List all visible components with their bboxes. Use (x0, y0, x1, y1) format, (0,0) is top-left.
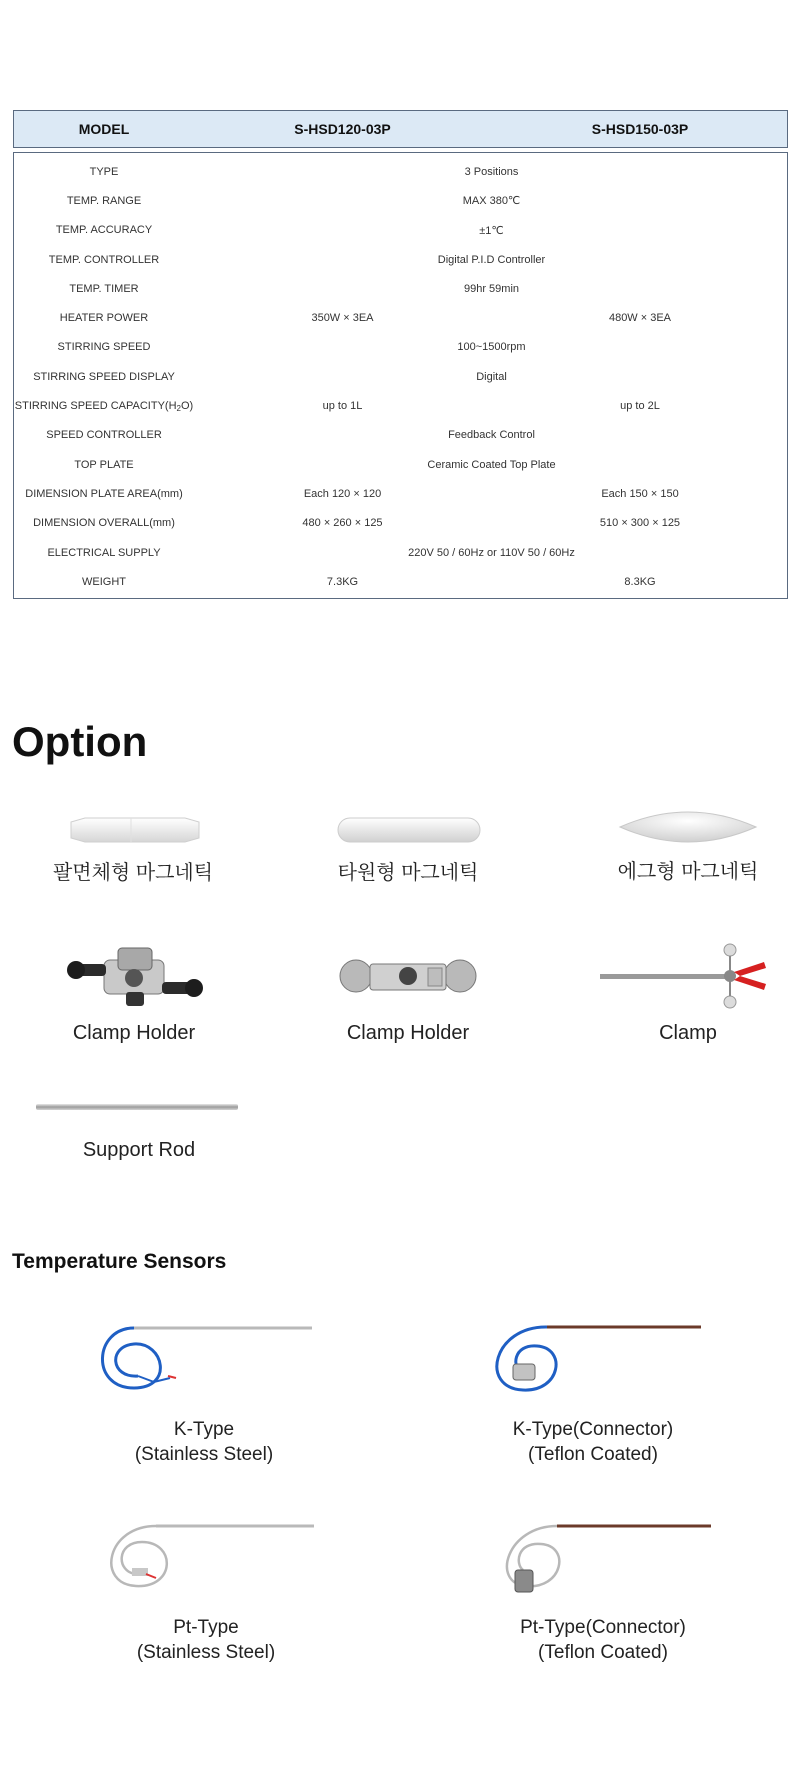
option-item-label: 타원형 마그네틱 (337, 862, 479, 884)
sensor-line1: K-Type (173, 1419, 235, 1440)
spec-value: ±1℃ (479, 224, 504, 237)
spec-value-b: 480W × 3EA (608, 312, 672, 325)
sensor-line2: (Stainless Steel) (136, 1642, 276, 1663)
sensor-line2: (Stainless Steel) (134, 1444, 274, 1465)
spec-row-heater-power (14, 303, 787, 332)
spec-label: ELECTRICAL SUPPLY (47, 546, 161, 559)
spec-label: DIMENSION PLATE AREA(mm) (25, 487, 183, 500)
octagonal-stir-bar-icon (33, 810, 233, 850)
spec-value: Digital (476, 370, 507, 383)
spec-value-b: 8.3KG (624, 575, 656, 588)
spec-row-temp-accuracy (14, 216, 787, 245)
egg-stir-bar-icon (588, 803, 788, 851)
spec-row-temp-timer (14, 274, 787, 303)
spec-value: 220V 50 / 60Hz or 110V 50 / 60Hz (408, 546, 575, 559)
spec-value-b: up to 2L (620, 400, 660, 413)
option-title: Option (12, 718, 148, 765)
spec-label: TEMP. ACCURACY (55, 224, 153, 237)
sensor-line1: K-Type(Connector) (512, 1419, 674, 1440)
spec-value-a: Each 120 × 120 (303, 487, 382, 500)
spec-row-dimension-overall (14, 509, 787, 538)
spec-table-body (13, 152, 788, 599)
clamp-holder-icon (34, 942, 234, 1012)
spec-label: TOP PLATE (74, 458, 134, 471)
clamp-holder-icon (308, 942, 508, 1012)
spec-row-stirring-display (14, 362, 787, 391)
spec-value: MAX 380℃ (462, 195, 521, 208)
spec-value-a: 7.3KG (326, 575, 359, 588)
spec-value-a: 350W × 3EA (311, 312, 374, 325)
option-item-clamp-holder (34, 942, 234, 1046)
spec-label: HEATER POWER (59, 312, 149, 325)
k-type-sensor-icon (94, 1318, 314, 1398)
option-item-label: Clamp (659, 1022, 717, 1044)
spec-label (14, 400, 194, 413)
spec-label: SPEED CONTROLLER (46, 429, 162, 442)
model-a-header: S-HSD120-03P (294, 121, 391, 137)
spec-row-top-plate (14, 450, 787, 479)
spec-value: Ceramic Coated Top Plate (427, 458, 556, 471)
option-item-label: Support Rod (82, 1139, 196, 1161)
option-item-egg-stir-bar (588, 803, 788, 885)
sensor-item-pt-type-connector (493, 1516, 713, 1665)
option-item-label: Clamp Holder (72, 1022, 196, 1044)
spec-label-subscript: 2 (176, 403, 181, 413)
k-type-connector-sensor-icon (483, 1318, 703, 1398)
spec-row-temp-range (14, 186, 787, 215)
option-item-clamp-holder (308, 942, 508, 1046)
option-item-oval-stir-bar (308, 810, 508, 886)
support-rod-icon (34, 1101, 244, 1113)
spec-label: STIRRING SPEED (57, 341, 151, 354)
option-item-octagonal-stir-bar (33, 810, 233, 886)
spec-row-type (14, 157, 787, 186)
oval-stir-bar-icon (308, 810, 508, 850)
sensor-item-pt-type (96, 1516, 316, 1665)
spec-label: WEIGHT (82, 575, 126, 588)
spec-value: 100~1500rpm (457, 341, 526, 354)
model-header-label: MODEL (78, 121, 130, 137)
spec-value-a: 480 × 260 × 125 (302, 517, 383, 530)
spec-row-weight (14, 567, 787, 596)
pt-type-sensor-icon (96, 1516, 316, 1596)
spec-row-temp-controller (14, 245, 787, 274)
spec-table-header (13, 110, 788, 148)
option-item-label: 에그형 마그네틱 (617, 861, 759, 883)
spec-row-speed-controller (14, 421, 787, 450)
option-item-support-rod (34, 1100, 244, 1163)
spec-label: DIMENSION OVERALL(mm) (33, 517, 175, 530)
spec-label-post: O) (180, 399, 194, 412)
spec-label: TEMP. CONTROLLER (48, 253, 160, 266)
spec-label: TYPE (89, 165, 119, 178)
option-item-label: Clamp Holder (346, 1022, 470, 1044)
spec-value: Feedback Control (448, 429, 535, 442)
model-b-header: S-HSD150-03P (591, 121, 689, 137)
spec-value-b: Each 150 × 150 (601, 487, 679, 500)
option-item-label: 팔면체형 마그네틱 (52, 862, 214, 884)
option-item-clamp (588, 942, 788, 1046)
spec-label: STIRRING SPEED DISPLAY (33, 370, 175, 383)
spec-label: TEMP. TIMER (69, 282, 139, 295)
sensor-line2: (Teflon Coated) (528, 1444, 658, 1465)
pt-type-connector-sensor-icon (493, 1516, 713, 1596)
sensor-item-k-type (94, 1318, 314, 1467)
spec-value: 3 Positions (464, 165, 519, 178)
spec-value-b: 510 × 300 × 125 (599, 517, 681, 530)
spec-label-pre: STIRRING SPEED CAPACITY(H (14, 399, 177, 412)
spec-row-electrical-supply (14, 538, 787, 567)
clamp-icon (588, 942, 788, 1012)
spec-value-a: up to 1L (322, 400, 363, 413)
spec-table (13, 110, 788, 599)
spec-row-stirring-capacity (14, 391, 787, 420)
spec-row-plate-area (14, 479, 787, 508)
spec-value: Digital P.I.D Controller (437, 253, 546, 266)
sensor-line1: Pt-Type(Connector) (520, 1617, 686, 1638)
sensor-line1: Pt-Type (173, 1617, 239, 1638)
sensor-item-k-type-connector (483, 1318, 703, 1467)
spec-value: 99hr 59min (463, 282, 520, 295)
sensors-title: Temperature Sensors (12, 1250, 227, 1273)
spec-row-stirring-speed (14, 333, 787, 362)
spec-label: TEMP. RANGE (66, 194, 142, 207)
sensor-line2: (Teflon Coated) (538, 1642, 668, 1663)
